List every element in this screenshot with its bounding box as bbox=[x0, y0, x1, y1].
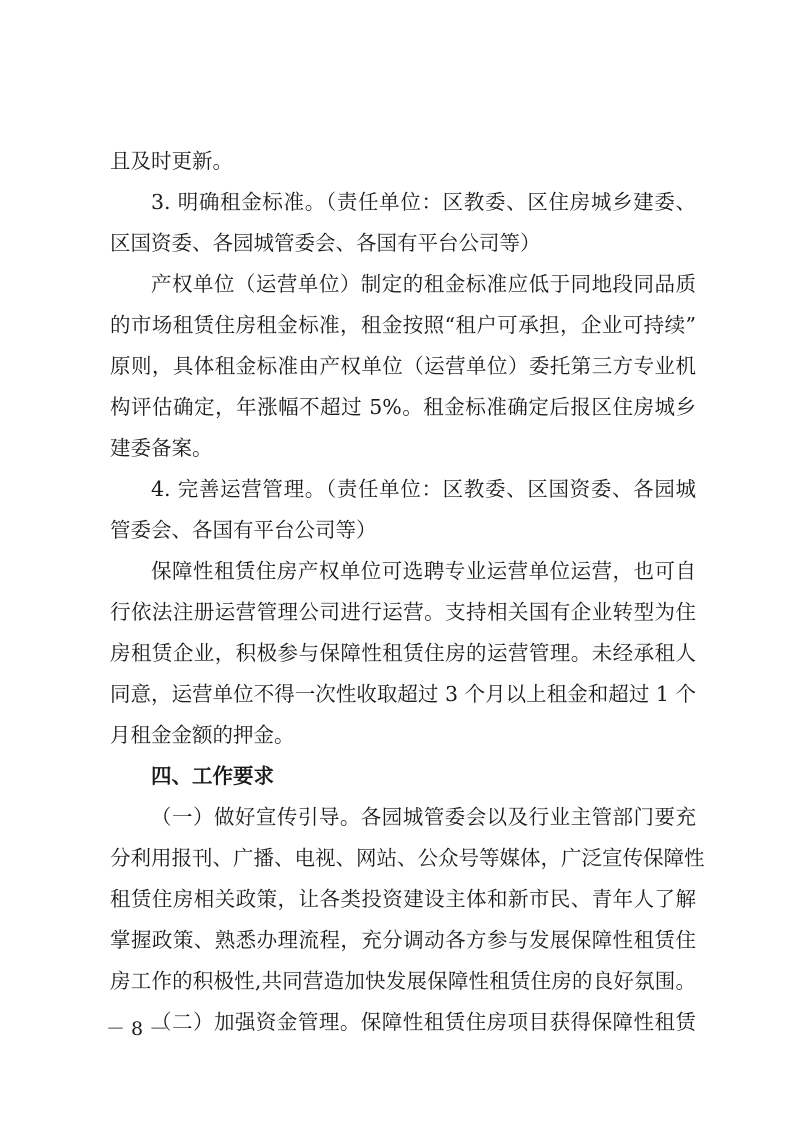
text-line: 房工作的积极性,共同营造加快发展保障性租赁住房的良好氛围。 bbox=[110, 969, 696, 993]
text-line: 月租金金额的押金。 bbox=[110, 723, 295, 747]
text-line: 掌握政策、熟悉办理流程，充分调动各方参与发展保障性租赁住 bbox=[110, 928, 696, 952]
text-line: 4. 完善运营管理。（责任单位：区教委、区国资委、各园城 bbox=[151, 477, 696, 501]
text-line: 构评估确定，年涨幅不超过 5%。租金标准确定后报区住房城乡 bbox=[110, 395, 696, 419]
text-line: 管委会、各国有平台公司等） bbox=[110, 518, 377, 542]
text-line: （二）加强资金管理。保障性租赁住房项目获得保障性租赁 bbox=[151, 1010, 696, 1034]
text-line: 3. 明确租金标准。（责任单位：区教委、区住房城乡建委、 bbox=[151, 190, 696, 214]
text-line: 产权单位（运营单位）制定的租金标准应低于同地段同品质 bbox=[151, 272, 696, 296]
text-line: 原则，具体租金标准由产权单位（运营单位）委托第三方专业机 bbox=[110, 354, 696, 378]
section-heading: 四、工作要求 bbox=[151, 764, 274, 788]
text-line: 建委备案。 bbox=[110, 436, 213, 460]
text-line: （一）做好宣传引导。各园城管委会以及行业主管部门要充 bbox=[151, 805, 696, 829]
text-line: 且及时更新。 bbox=[110, 149, 233, 173]
text-line: 区国资委、各园城管委会、各国有平台公司等） bbox=[110, 231, 541, 255]
text-line: 同意，运营单位不得一次性收取超过 3 个月以上租金和超过 1 个 bbox=[110, 682, 696, 706]
text-line: 分利用报刊、广播、电视、网站、公众号等媒体，广泛宣传保障性 bbox=[110, 846, 705, 870]
text-line: 保障性租赁住房产权单位可选聘专业运营单位运营，也可自 bbox=[151, 559, 696, 583]
page-number: － 8 － bbox=[106, 1018, 169, 1040]
text-line: 的市场租赁住房租金标准，租金按照“租户可承担，企业可持续” bbox=[110, 313, 696, 337]
text-line: 行依法注册运营管理公司进行运营。支持相关国有企业转型为住 bbox=[110, 600, 696, 624]
text-line: 房租赁企业，积极参与保障性租赁住房的运营管理。未经承租人 bbox=[110, 641, 696, 665]
text-line: 租赁住房相关政策，让各类投资建设主体和新市民、青年人了解 bbox=[110, 887, 696, 911]
